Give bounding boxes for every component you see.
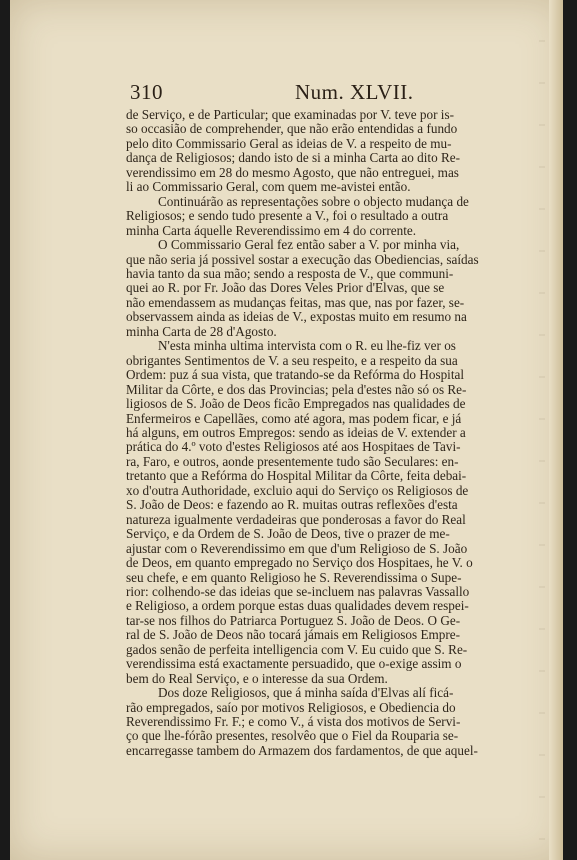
text-line: quei ao R. por Fr. João das Dores Veles Prior d'Elvas, que se bbox=[126, 281, 445, 296]
text-line: seu chefe, e em quanto Religioso he S. Reverendissima o Supe- bbox=[126, 570, 462, 585]
text-line: minha Carta áquelle Reverendissimo em 4 do corrente. bbox=[126, 223, 417, 238]
text-line: verendissimo em 28 do mesmo Agosto, que não entreguei, mas bbox=[126, 165, 459, 180]
text-line: minha Carta de 28 d'Agosto. bbox=[126, 324, 277, 339]
text-line: O Commissario Geral fez então saber a V. por minha via, bbox=[158, 238, 460, 253]
text-line: Reverendissimo Fr. F.; e como V., á vista dos motivos de Servi- bbox=[126, 715, 461, 730]
text-line: natureza igualmente verdadeiras que ponderosas a favor do Real bbox=[126, 512, 466, 527]
text-line: Enfermeiros e Capellães, como até agora, mas podem ficar, e já bbox=[126, 411, 462, 426]
text-line: há alguns, em outros Empregos: sendo as ideias de V. extender a bbox=[126, 425, 466, 440]
text-line: observassem ainda as ideias de V., expostas muito em resumo na bbox=[126, 310, 467, 325]
text-line: prática do 4.º voto d'estes Religiosos até aos Hospitaes de Tavi- bbox=[126, 440, 461, 455]
page-header bbox=[120, 80, 540, 110]
text-line: tar-se nos filhos do Patriarca Portuguez S. João de Deos. O Ge- bbox=[126, 613, 461, 628]
text-line: Continuárão as representações sobre o objecto mudança de bbox=[158, 194, 469, 209]
text-line: tretanto que a Refórma do Hospital Militar da Côrte, feita debai- bbox=[126, 469, 467, 484]
text-line: Religiosos; e sendo tudo presente a V., foi o resultado a outra bbox=[126, 209, 449, 224]
text-line: de Serviço, e de Particular; que examinadas por V. teve por is- bbox=[126, 108, 454, 122]
text-line: rior: colhendo-se das ideias que se-incluem nas palavras Vassallo bbox=[126, 584, 470, 599]
page-number: 310 bbox=[130, 80, 163, 104]
text-line: so occasião de comprehender, que não erão entendidas a fundo bbox=[126, 122, 458, 137]
text-line: verendissima está exactamente persuadido, que o-exige assim o bbox=[126, 657, 462, 672]
text-line: ajustar com o Reverendissimo em que d'um Religioso de S. João bbox=[126, 541, 468, 556]
page-edge-texture bbox=[539, 0, 545, 860]
text-line: encarregasse tambem do Armazem dos fardamentos, de que aquel- bbox=[126, 743, 478, 758]
text-line: S. João de Deos: e fazendo ao R. muitas outras reflexões d'esta bbox=[126, 498, 458, 513]
text-line: N'esta minha ultima intervista com o R. eu lhe-fiz ver os bbox=[158, 339, 456, 354]
book-page bbox=[10, 0, 563, 860]
text-line: Militar da Côrte, e dos das Provincias; pela d'estes não só os Re- bbox=[126, 382, 467, 397]
text-line: Dos doze Religiosos, que á minha saída d'Elvas alí ficá- bbox=[158, 686, 454, 701]
page-spine-shadow bbox=[549, 0, 563, 860]
text-line: havia tanto da sua mão; sendo a resposta de V., que communi- bbox=[126, 266, 454, 281]
body-text bbox=[126, 108, 538, 758]
text-line: ra, Faro, e outros, aonde presentemente tudo são Seculares: en- bbox=[126, 454, 459, 469]
text-line: e Religioso, a ordem porque estas duas qualidades devem respei- bbox=[126, 599, 469, 614]
text-line: não emendassem as mudanças feitas, mas que, nas por fazer, se- bbox=[126, 295, 465, 310]
text-line: gados senão de perfeita intelligencia com V. Eu cuido que S. Re- bbox=[126, 642, 468, 657]
text-line: ligiosos de S. João de Deos ficão Empregados nas qualidades de bbox=[126, 397, 466, 412]
text-line: Ordem: puz á sua vista, que tratando-se da Refórma do Hospital bbox=[126, 368, 465, 383]
text-line: xo d'outra Authoridade, excluio aqui do Serviço os Religiosos de bbox=[126, 483, 469, 498]
text-line: que não seria já possivel sostar a execução das Obediencias, saídas bbox=[126, 252, 479, 267]
text-line: dança de Religiosos; dando isto de si a minha Carta ao dito Re- bbox=[126, 151, 461, 166]
text-line: rão empregados, saío por motivos Religiosos, e Obediencia do bbox=[126, 700, 456, 715]
text-line: li ao Commissario Geral, com quem me-avistei então. bbox=[126, 180, 411, 195]
text-line: obrigantes Sentimentos de V. a seu respeito, e a respeito da sua bbox=[126, 353, 458, 368]
text-line: Serviço, e da Ordem de S. João de Deos, tive o prazer de me- bbox=[126, 527, 450, 542]
text-line: bem do Real Serviço, e o interesse da sua Ordem. bbox=[126, 671, 388, 686]
running-title: Num. XLVII. bbox=[295, 80, 414, 104]
text-line: ço que lhe-fórão presentes, resolvêo que o Fiel da Rouparia se- bbox=[126, 729, 459, 744]
text-line: ral de S. João de Deos não tocará jámais em Religiosos Empre- bbox=[126, 628, 460, 643]
text-line: de Deos, em quanto empregado no Serviço dos Hospitaes, he V. o bbox=[126, 556, 473, 571]
text-line: pelo dito Commissario Geral as ideias de V. a respeito de mu- bbox=[126, 136, 452, 151]
